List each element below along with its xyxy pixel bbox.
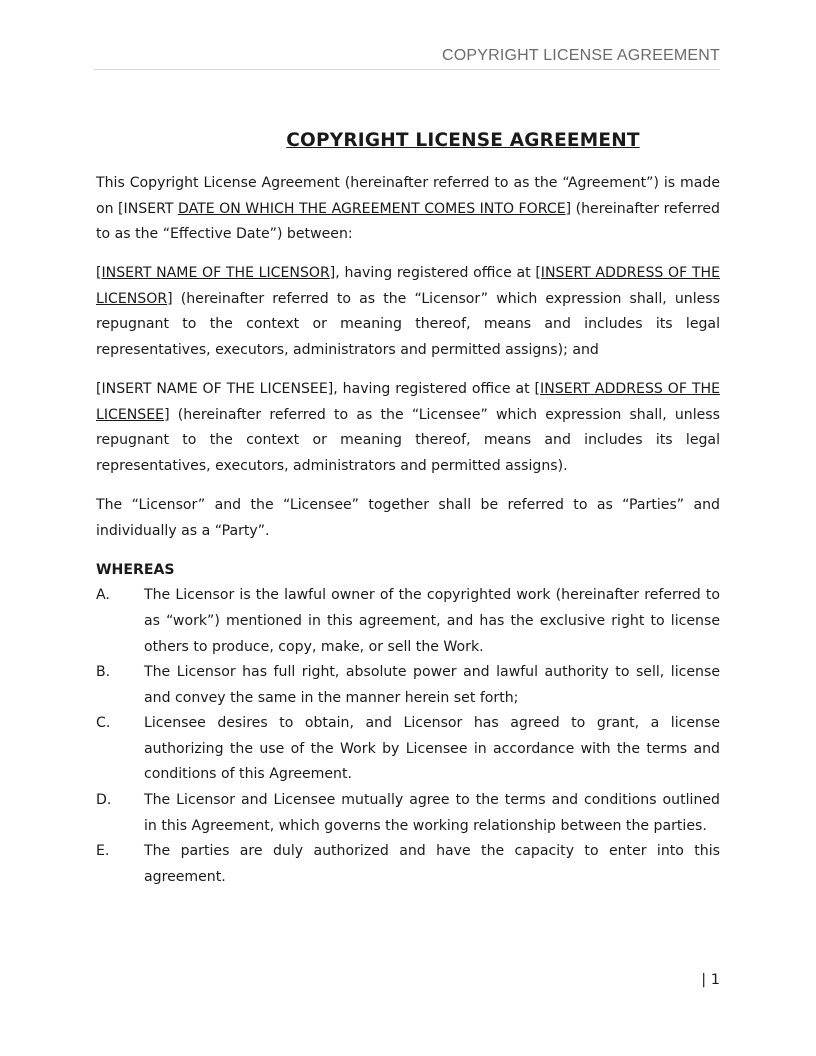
recital-letter: A. bbox=[96, 587, 110, 604]
recitals-list bbox=[96, 583, 720, 890]
licensee-text-part1: [INSERT NAME OF THE LICENSEE], having registered office at [ bbox=[96, 381, 541, 398]
page-number: | 1 bbox=[701, 972, 720, 988]
recital-text: The Licensor and Licensee mutually agree to the terms and conditions outlined in this Agreement, which governs the working relationship between the parties. bbox=[144, 792, 720, 834]
licensor-bracket-open: [ bbox=[96, 265, 102, 282]
whereas-heading: WHEREAS bbox=[96, 561, 175, 578]
recital-item bbox=[96, 788, 720, 839]
licensee-paragraph bbox=[96, 377, 720, 479]
recital-text: The parties are duly authorized and have the capacity to enter into this agreement. bbox=[144, 843, 720, 885]
recital-letter: D. bbox=[96, 792, 112, 809]
recital-item bbox=[96, 660, 720, 711]
licensee-text-rest: ] (hereinafter referred to as the “Licensee” which expression shall, unless repugnant to the context or meaning thereof, means and includes its legal representatives, executors, administrators and permitted assigns). bbox=[96, 406, 720, 474]
intro-text-part1: This Copyright License Agreement (hereinafter referred to as the “Agreement”) is made on [INSERT bbox=[96, 175, 720, 217]
intro-paragraph bbox=[96, 171, 720, 248]
recital-text: Licensee desires to obtain, and Licensor has agreed to grant, a license authorizing the use of the Work by Licensee in accordance with the terms and conditions of this Agreement. bbox=[144, 715, 720, 783]
recital-text: The Licensor is the lawful owner of the copyrighted work (hereinafter referred to as “work”) mentioned in this agreement, and has the exclusive right to license others to produce, copy, make, or sell the Work. bbox=[144, 587, 720, 655]
document-body bbox=[96, 128, 720, 890]
placeholder-effective-date: DATE ON WHICH THE AGREEMENT COMES INTO FORCE bbox=[178, 200, 566, 217]
placeholder-licensor-name: INSERT NAME OF THE LICENSOR bbox=[101, 265, 330, 282]
recital-letter: B. bbox=[96, 664, 111, 681]
recital-item bbox=[96, 839, 720, 890]
recital-item bbox=[96, 711, 720, 788]
page-title: COPYRIGHT LICENSE AGREEMENT bbox=[286, 130, 640, 151]
recital-text: The Licensor has full right, absolute power and lawful authority to sell, license and convey the same in the manner herein set forth; bbox=[144, 664, 720, 706]
placeholder-licensee-address: INSERT ADDRESS OF THE LICENSEE bbox=[96, 381, 720, 423]
recital-item bbox=[96, 583, 720, 660]
intro-text-part2: ] (hereinafter referred to as the “Effective Date”) between: bbox=[96, 200, 721, 243]
recital-letter: E. bbox=[96, 843, 110, 860]
parties-paragraph: The “Licensor” and the “Licensee” together shall be referred to as “Parties” and individually as a “Party”. bbox=[96, 497, 720, 539]
running-header: COPYRIGHT LICENSE AGREEMENT bbox=[94, 47, 720, 70]
recital-letter: C. bbox=[96, 715, 111, 732]
licensor-text-mid: ], having registered office at bbox=[329, 265, 536, 282]
placeholder-licensor-address: [INSERT ADDRESS OF THE LICENSOR bbox=[96, 265, 720, 307]
licensor-text-rest: ] (hereinafter referred to as the “Licensor” which expression shall, unless repugnant to the context or meaning thereof, means and includes its legal representatives, executors, administrators and permitted assigns); and bbox=[96, 290, 720, 359]
licensor-paragraph bbox=[96, 261, 720, 363]
